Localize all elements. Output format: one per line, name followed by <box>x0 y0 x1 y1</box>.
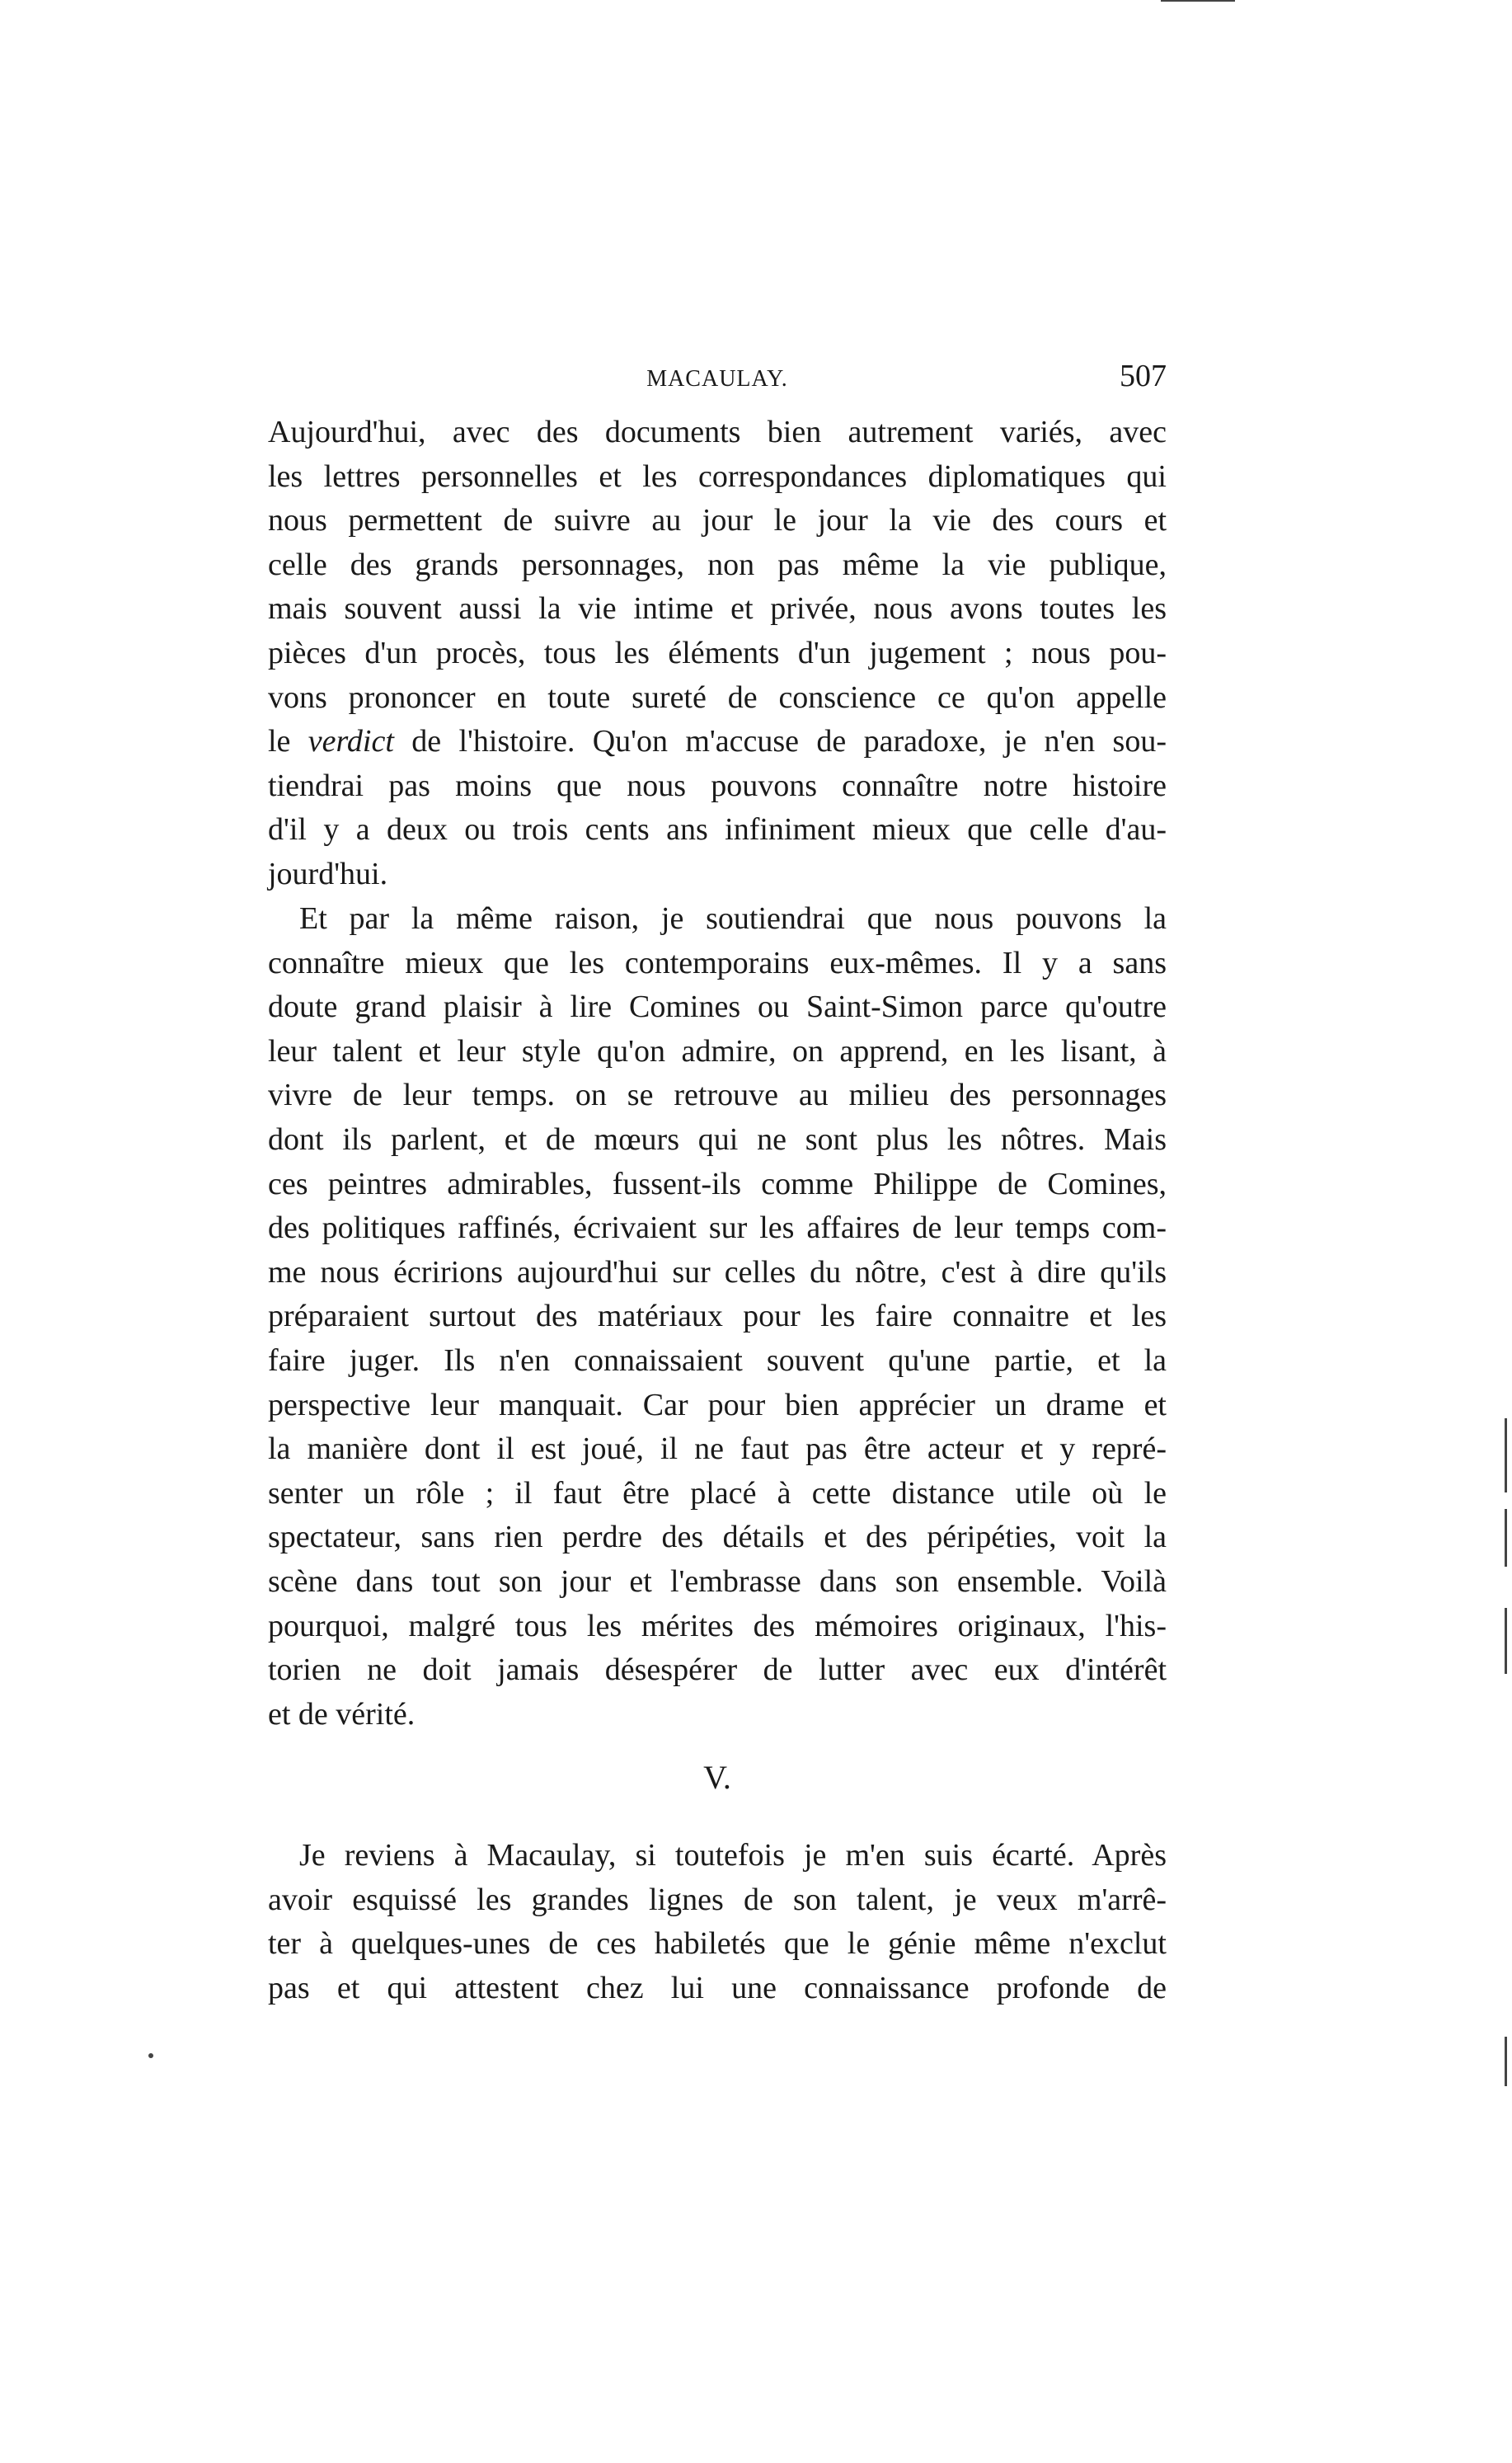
text-line: avoir esquissé les grandes lignes de son talent, je veux m'arrê- <box>268 1882 1167 1917</box>
italic-word: verdict <box>308 724 394 759</box>
text-line: doute grand plaisir à lire Comines ou Saint-Simon parce qu'outre <box>268 989 1167 1025</box>
text-line: tiendrai pas moins que nous pouvons connaître notre histoire <box>268 768 1167 803</box>
text-line: connaître mieux que les contemporains eux-mêmes. Il y a sans <box>268 945 1167 980</box>
text-line: la manière dont il est joué, il ne faut pas être acteur et y repré- <box>268 1431 1167 1467</box>
text-line: ter à quelques-unes de ces habiletés que le génie même n'exclut <box>268 1926 1167 1962</box>
text-line: pièces d'un procès, tous les éléments d'un jugement ; nous pou- <box>268 635 1167 670</box>
paragraph-3 <box>268 1834 1167 2010</box>
text-line: Et par la même raison, je soutiendrai que nous pouvons la <box>299 901 1167 936</box>
paragraph-2 <box>268 897 1167 1737</box>
text-line: vivre de leur temps. on se retrouve au milieu des personnages <box>268 1078 1167 1113</box>
text-line: senter un rôle ; il faut être placé à cette distance utile où le <box>268 1475 1167 1511</box>
running-head <box>268 356 1167 397</box>
scan-artifact-line <box>1505 1509 1507 1567</box>
scan-artifact-line <box>1161 0 1235 2</box>
paragraph-1 <box>268 411 1167 897</box>
text-line: nous permettent de suivre au jour le jour la vie des cours et <box>268 503 1167 538</box>
text-line: les lettres personnelles et les correspondances diplomatiques qui <box>268 458 1167 494</box>
text-line: préparaient surtout des matériaux pour les faire connaitre et les <box>268 1299 1167 1334</box>
text-span: le <box>268 724 308 759</box>
scan-artifact-line <box>1505 2037 1507 2086</box>
running-head-title: MACAULAY. <box>646 366 788 392</box>
text-line: celle des grands personnages, non pas même la vie publique, <box>268 547 1167 582</box>
text-line: vons prononcer en toute sureté de conscience ce qu'on appelle <box>268 679 1167 715</box>
text-line: Je reviens à Macaulay, si toutefois je m'en suis écarté. Après <box>299 1838 1167 1873</box>
text-line: et de vérité. <box>268 1696 416 1732</box>
scan-speck <box>148 2053 153 2058</box>
text-line: perspective leur manquait. Car pour bien apprécier un drame et <box>268 1387 1167 1422</box>
text-line: pourquoi, malgré tous les mérites des mémoires originaux, l'his- <box>268 1608 1167 1643</box>
text-line: scène dans tout son jour et l'embrasse dans son ensemble. Voilà <box>268 1563 1167 1599</box>
text-line <box>268 720 1167 764</box>
text-line: faire juger. Ils n'en connaissaient souvent qu'une partie, et la <box>268 1342 1167 1378</box>
text-line: me nous écririons aujourd'hui sur celles du nôtre, c'est à dire qu'ils <box>268 1254 1167 1290</box>
text-line: leur talent et leur style qu'on admire, on apprend, en les lisant, à <box>268 1033 1167 1069</box>
text-line: ces peintres admirables, fussent-ils comme Philippe de Comines, <box>268 1166 1167 1201</box>
text-line: dont ils parlent, et de mœurs qui ne sont plus les nôtres. Mais <box>268 1121 1167 1157</box>
section-heading: V. <box>703 1759 731 1796</box>
text-line: Aujourd'hui, avec des documents bien autrement variés, avec <box>268 415 1167 449</box>
page-number: 507 <box>1120 359 1167 393</box>
text-line: d'il y a deux ou trois cents ans infiniment mieux que celle d'au- <box>268 812 1167 848</box>
text-span: de l'histoire. Qu'on m'accuse de paradoxe, je n'en sou- <box>393 724 1167 759</box>
scan-artifact-line <box>1505 1418 1507 1492</box>
text-line: torien ne doit jamais désespérer de lutter avec eux d'intérêt <box>268 1652 1167 1688</box>
text-line: mais souvent aussi la vie intime et privée, nous avons toutes les <box>268 591 1167 627</box>
text-line: spectateur, sans rien perdre des détails et des péripéties, voit la <box>268 1520 1167 1555</box>
text-line: pas et qui attestent chez lui une connaissance profonde de <box>268 1970 1167 2005</box>
text-line: jourd'hui. <box>268 856 388 891</box>
scan-artifact-line <box>1505 1608 1507 1674</box>
text-line: des politiques raffinés, écrivaient sur les affaires de leur temps com- <box>268 1210 1167 1246</box>
